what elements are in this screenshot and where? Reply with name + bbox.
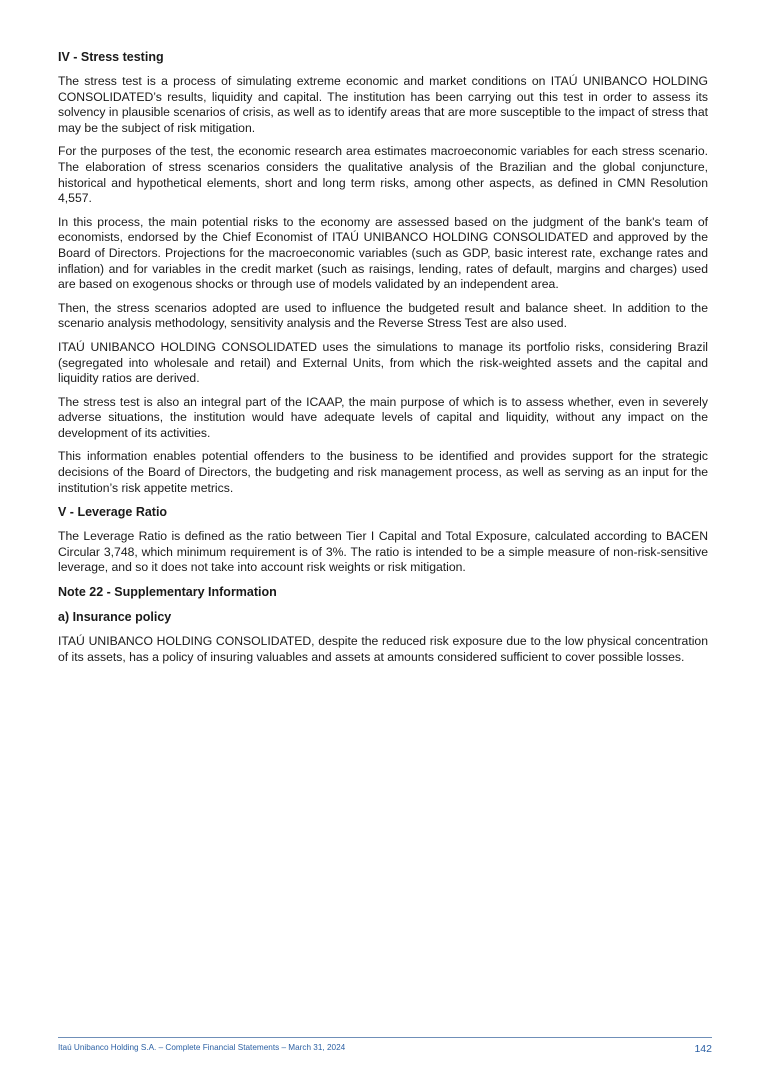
paragraph: Then, the stress scenarios adopted are used to influence the budgeted result and balance sheet. In addition to the scenario analysis methodology, sensitivity analysis and the Reverse Stress Test are also used. xyxy=(58,300,708,331)
note-heading-supplementary-information: Note 22 - Supplementary Information xyxy=(58,585,277,600)
paragraph: The Leverage Ratio is defined as the ratio between Tier I Capital and Total Exposure, calculated according to BACEN Circular 3,748, which minimum requirement is of 3%. The ratio is intended to be a simple measure of non-risk-sensitive leverage, and so it does not take into account risk weights or risk mitigation. xyxy=(58,529,708,575)
section-heading-stress-testing: IV - Stress testing xyxy=(58,50,164,64)
footer-document-title: Itaú Unibanco Holding S.A. – Complete Financial Statements – March 31, 2024 xyxy=(58,1043,346,1052)
paragraph: The stress test is a process of simulating extreme economic and market conditions on ITAÚ UNIBANCO HOLDING CONSOLIDATED’s results, liquidity and capital. The institution has been carrying out this test in order to assess its solvency in plausible scenarios of crisis, as well as to identify areas that are more susceptible to the impact of stress that may be the subject of risk mitigation. xyxy=(58,74,708,135)
paragraph: The stress test is also an integral part of the ICAAP, the main purpose of which is to assess whether, even in severely adverse situations, the institution would have adequate levels of capital and liquidity, without any impact on the development of its activities. xyxy=(58,394,708,440)
paragraph: In this process, the main potential risks to the economy are assessed based on the judgment of the bank's team of economists, endorsed by the Chief Economist of ITAÚ UNIBANCO HOLDING CONSOLIDATED and approved by the Board of Directors. Projections for the macroeconomic variables (such as GDP, basic interest rate, exchange rates and inflation) and for variables in the credit market (such as raisings, lending, rates of default, margins and charges) used are based on exogenous shocks or through use of models validated by an independent area. xyxy=(58,214,708,292)
paragraph: ITAÚ UNIBANCO HOLDING CONSOLIDATED, despite the reduced risk exposure due to the low physical concentration of its assets, has a policy of insuring valuables and assets at amounts considered sufficient to cover possible losses. xyxy=(58,634,708,664)
page-content xyxy=(58,49,708,673)
page-number: 142 xyxy=(694,1043,712,1055)
page-footer xyxy=(58,1037,712,1058)
paragraph: This information enables potential offenders to the business to be identified and provides support for the strategic decisions of the Board of Directors, the budgeting and risk management process, as well as serving as an input for the institution’s risk appetite metrics. xyxy=(58,449,708,495)
section-heading-leverage-ratio: V - Leverage Ratio xyxy=(58,505,168,520)
paragraph: ITAÚ UNIBANCO HOLDING CONSOLIDATED uses the simulations to manage its portfolio risks, considering Brazil (segregated into wholesale and retail) and External Units, from which the risk-weighted assets and the capital and liquidity ratios are derived. xyxy=(58,339,708,386)
paragraph: For the purposes of the test, the economic research area estimates macroeconomic variables for each stress scenario. The elaboration of stress scenarios considers the qualitative analysis of the Brazilian and the global conjuncture, historical and hypothetical elements, short and long term risks, among other aspects, as defined in CMN Resolution 4,557. xyxy=(58,144,708,206)
subsection-heading-insurance-policy: a) Insurance policy xyxy=(58,610,172,625)
